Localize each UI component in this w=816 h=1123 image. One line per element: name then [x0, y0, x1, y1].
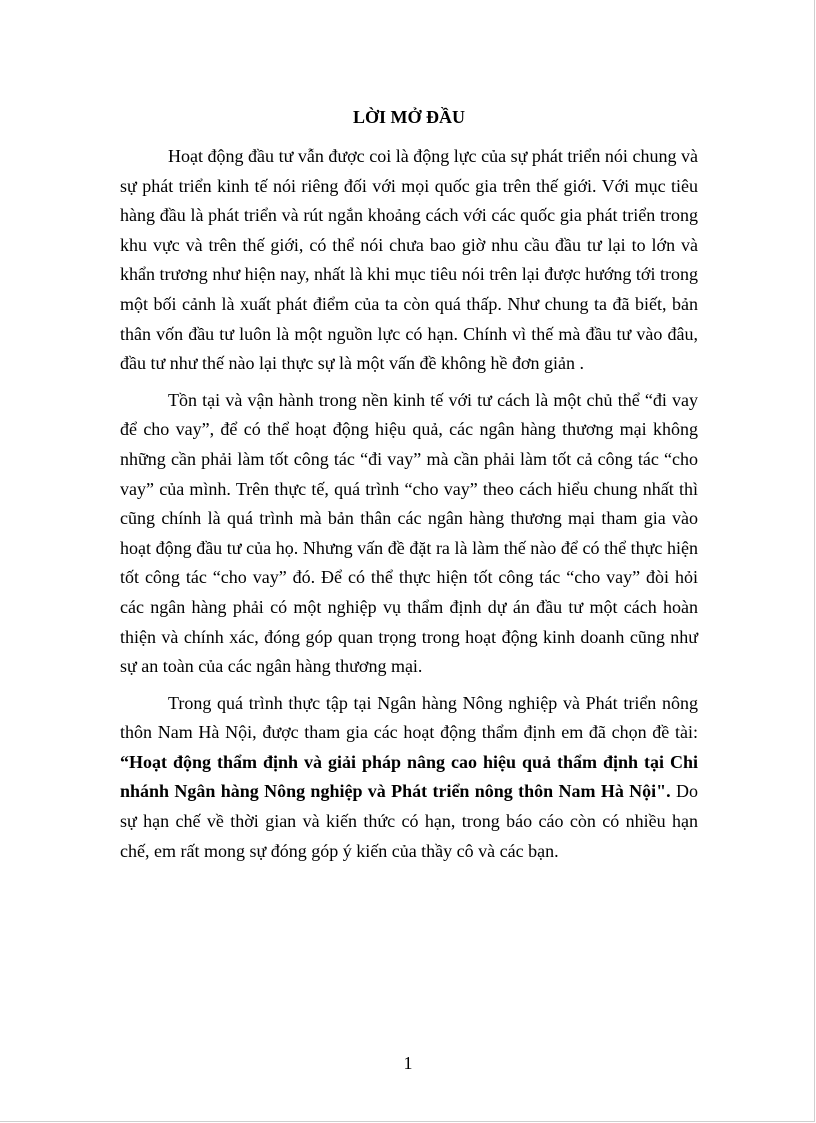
page-number: 1: [403, 1053, 413, 1073]
paragraph-3-rest: Do sự hạn chế về thời gian và kiến thức có hạn, trong báo cáo còn có nhiều hạn chế, em rất mong sự đóng góp ý kiến của thầy cô và các bạn.: [120, 781, 698, 861]
thesis-topic: “Hoạt động thẩm định và giải pháp nâng cao hiệu quả thẩm định tại Chi nhánh Ngân hàng Nông nghiệp và Phát triển nông thôn Nam Hà Nội".: [120, 751, 698, 802]
paragraph-1: Hoạt động đầu tư vẫn được coi là động lực của sự phát triển nói chung và sự phát triển kinh tế nói riêng đối với mọi quốc gia trên thế giới. Với mục tiêu hàng đầu là phát triển và rút ngắn khoảng cách với các quốc gia phát triển trong khu vực và trên thế giới, có thể nói chưa bao giờ nhu cầu đầu tư lại to lớn và khẩn trương như hiện nay, nhất là khi mục tiêu nói trên lại được hướng tới trong một bối cảnh là xuất phát điểm của ta còn quá thấp. Như chung ta đã biết, bản thân vốn đầu tư luôn là một nguồn lực có hạn. Chính vì thế mà đầu tư vào đâu, đầu tư như thế nào lại thực sự là một vấn đề không hề đơn giản .: [120, 146, 698, 374]
document-body: [120, 142, 698, 873]
paragraph-3-intro: Trong quá trình thực tập tại Ngân hàng Nông nghiệp và Phát triển nông thôn Nam Hà Nội, được tham gia các hoạt động thẩm định em đã chọn đề tài:: [120, 692, 698, 743]
paragraph-3: [120, 689, 698, 867]
paragraph-2: Tồn tại và vận hành trong nền kinh tế với tư cách là một chủ thể “đi vay để cho vay”, để có thể hoạt động hiệu quả, các ngân hàng thương mại không những cần phải làm tốt công tác “đi vay” mà cần phải làm tốt cả công tác “cho vay” của mình. Trên thực tế, quá trình “cho vay” theo cách hiểu chung nhất thì cũng chính là quá trình mà bản thân các ngân hàng thương mại tham gia vào hoạt động đầu tư của họ. Nhưng vấn đề đặt ra là làm thế nào để có thể thực hiện tốt công tác “cho vay” đó. Để có thể thực hiện tốt công tác “cho vay” đòi hỏi các ngân hàng phải có một nghiệp vụ thẩm định dự án đầu tư một cách hoàn thiện và chính xác, đóng góp quan trọng trong hoạt động kinh doanh cũng như sự an toàn của các ngân hàng thương mại.: [120, 389, 698, 677]
document-title: LỜI MỞ ĐẦU: [353, 107, 465, 127]
